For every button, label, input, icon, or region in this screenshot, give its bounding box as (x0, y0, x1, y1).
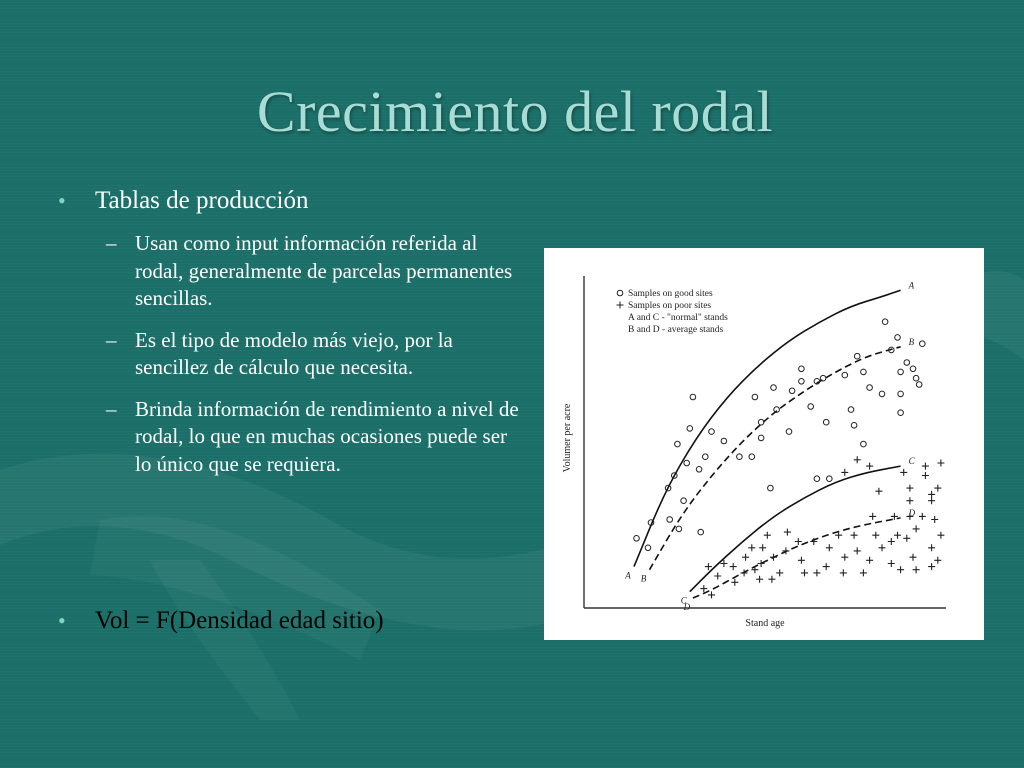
poor-site-point (795, 538, 802, 545)
poor-site-point (708, 591, 715, 598)
x-axis-label: Stand age (745, 618, 785, 629)
poor-site-point (928, 491, 935, 498)
poor-site-point (922, 472, 929, 479)
curve-c (690, 466, 901, 592)
sub-bullet-text: Usan como input información referida al rodal, generalmente de parcelas permanentes sencillas. (135, 231, 513, 310)
good-site-point (768, 485, 774, 491)
sub-bullet-text: Es el tipo de modelo más viejo, por la sencillez de cálculo que necesita. (135, 327, 453, 379)
legend-entry-poor-sites: Samples on poor sites (628, 301, 712, 311)
curve-label-end-d: D (908, 507, 916, 518)
good-site-point (861, 369, 867, 375)
poor-site-point (768, 576, 775, 583)
good-site-point (861, 441, 867, 447)
dash-bullet-icon: – (106, 396, 117, 421)
poor-site-point (854, 547, 861, 554)
good-site-point (703, 454, 709, 460)
poor-site-point (784, 529, 791, 536)
good-site-point (827, 476, 833, 482)
poor-site-point (888, 538, 895, 545)
curve-label-start-d: D (683, 602, 691, 612)
poor-site-point (910, 554, 917, 561)
good-site-point (898, 410, 904, 416)
good-site-point (808, 404, 814, 410)
good-site-point (634, 536, 640, 542)
good-site-point (789, 388, 795, 394)
good-site-point (898, 369, 904, 375)
dash-bullet-icon: – (106, 231, 117, 255)
bullet-tablas-text: Tablas de producción (95, 187, 309, 214)
good-site-point (820, 375, 826, 381)
poor-site-point (937, 460, 944, 467)
sub-bullet-item (106, 230, 528, 313)
poor-site-point (759, 544, 766, 551)
good-site-point (690, 394, 696, 400)
poor-site-point (801, 569, 808, 576)
legend-plus-icon (617, 302, 624, 309)
good-site-point (842, 372, 848, 378)
curve-label-end-a: A (908, 280, 915, 291)
poor-site-point (770, 554, 777, 561)
bullet-list (58, 186, 528, 492)
poor-site-point (813, 569, 820, 576)
legend-circle-icon (617, 290, 623, 296)
poor-site-point (851, 532, 858, 539)
good-site-point (848, 407, 854, 413)
poor-site-point (934, 557, 941, 564)
good-site-point (814, 476, 820, 482)
poor-site-point (731, 579, 738, 586)
curve-label-start-a: A (625, 570, 631, 581)
poor-site-point (798, 557, 805, 564)
good-site-point (758, 419, 764, 425)
legend-entry-good-sites: Samples on good sites (628, 289, 713, 299)
poor-site-point (931, 516, 938, 523)
poor-site-point (894, 532, 901, 539)
bullet-dot-icon: • (58, 608, 66, 633)
poor-site-point (879, 544, 886, 551)
poor-site-point (928, 544, 935, 551)
poor-site-point (700, 585, 707, 592)
good-site-point (867, 385, 873, 391)
poor-site-point (919, 513, 926, 520)
poor-site-point (823, 563, 830, 570)
poor-site-point (906, 497, 913, 504)
y-axis-label: Volumer per acre (562, 403, 573, 473)
good-site-point (799, 379, 805, 385)
good-site-point (749, 454, 755, 460)
poor-site-point (826, 544, 833, 551)
good-site-point (799, 366, 805, 372)
good-site-point (698, 529, 704, 535)
good-site-point (687, 426, 693, 432)
bullet-tablas (58, 186, 528, 216)
poor-site-point (928, 563, 935, 570)
poor-site-point (906, 485, 913, 492)
good-site-point (696, 467, 702, 473)
curve-label-end-c: C (908, 456, 915, 467)
good-site-point (823, 419, 829, 425)
good-site-point (920, 341, 926, 347)
good-site-point (882, 319, 888, 325)
good-site-point (879, 391, 885, 397)
poor-site-point (748, 544, 755, 551)
good-site-point (752, 394, 758, 400)
legend-entry-normal-stands: A and C - "normal" stands (628, 313, 728, 323)
good-site-point (854, 353, 860, 359)
poor-site-point (841, 469, 848, 476)
poor-site-point (730, 563, 737, 570)
curve-label-start-c: C (680, 595, 687, 606)
good-site-point (913, 375, 919, 381)
good-site-point (737, 454, 743, 460)
good-site-point (709, 429, 715, 435)
poor-site-point (903, 535, 910, 542)
curve-label-end-b: B (908, 336, 915, 347)
sub-bullet-list (106, 230, 528, 478)
bullet-formula-text: Vol = F(Densidad edad sitio) (95, 607, 384, 634)
slide-title: Crecimiento del rodal (256, 79, 774, 144)
poor-site-point (764, 532, 771, 539)
good-site-point (684, 460, 690, 466)
chart-legend (617, 289, 729, 335)
poor-site-point (897, 566, 904, 573)
poor-site-point (714, 573, 721, 580)
poor-site-point (866, 557, 873, 564)
bullet-formula (58, 606, 384, 636)
poor-site-point (913, 566, 920, 573)
dash-bullet-icon: – (106, 327, 117, 352)
poor-site-point (860, 569, 867, 576)
poor-site-point (705, 563, 712, 570)
bullet-dot-icon: • (58, 188, 66, 213)
good-site-point (675, 441, 681, 447)
good-site-point (676, 526, 682, 532)
good-site-point (904, 360, 910, 366)
poor-site-point (937, 532, 944, 539)
poor-site-point (913, 525, 920, 532)
poor-site-point (922, 463, 929, 470)
poor-site-point (872, 532, 879, 539)
sub-bullet-item (106, 396, 528, 479)
poor-site-point (758, 560, 765, 567)
poor-site-point (854, 456, 861, 463)
poor-site-point (742, 554, 749, 561)
good-site-point (771, 385, 777, 391)
curve-b (650, 347, 901, 570)
good-site-point (667, 517, 673, 523)
growth-chart-figure (544, 248, 984, 640)
points-layer (634, 319, 945, 599)
growth-chart (544, 248, 984, 640)
good-site-point (916, 382, 922, 388)
legend-entry-average-stands: B and D - average stands (628, 325, 724, 335)
good-site-point (681, 498, 687, 504)
poor-site-point (888, 560, 895, 567)
good-site-point (645, 545, 651, 551)
poor-site-point (866, 463, 873, 470)
poor-site-point (776, 569, 783, 576)
sub-bullet-text: Brinda información de rendimiento a nivel de rodal, lo que en muchas ocasiones puede ser lo único que se requiera. (135, 396, 519, 476)
poor-site-point (841, 554, 848, 561)
curve-label-start-b: B (640, 573, 647, 584)
good-site-point (910, 366, 916, 372)
good-site-point (898, 391, 904, 397)
good-site-point (786, 429, 792, 435)
poor-site-point (756, 576, 763, 583)
poor-site-point (928, 497, 935, 504)
poor-site-point (869, 513, 876, 520)
poor-site-point (934, 485, 941, 492)
poor-site-point (875, 488, 882, 495)
good-site-point (721, 438, 727, 444)
poor-site-point (840, 569, 847, 576)
sub-bullet-item (106, 327, 528, 382)
good-site-point (758, 435, 764, 441)
good-site-point (851, 423, 857, 429)
good-site-point (895, 335, 901, 341)
poor-site-point (900, 469, 907, 476)
